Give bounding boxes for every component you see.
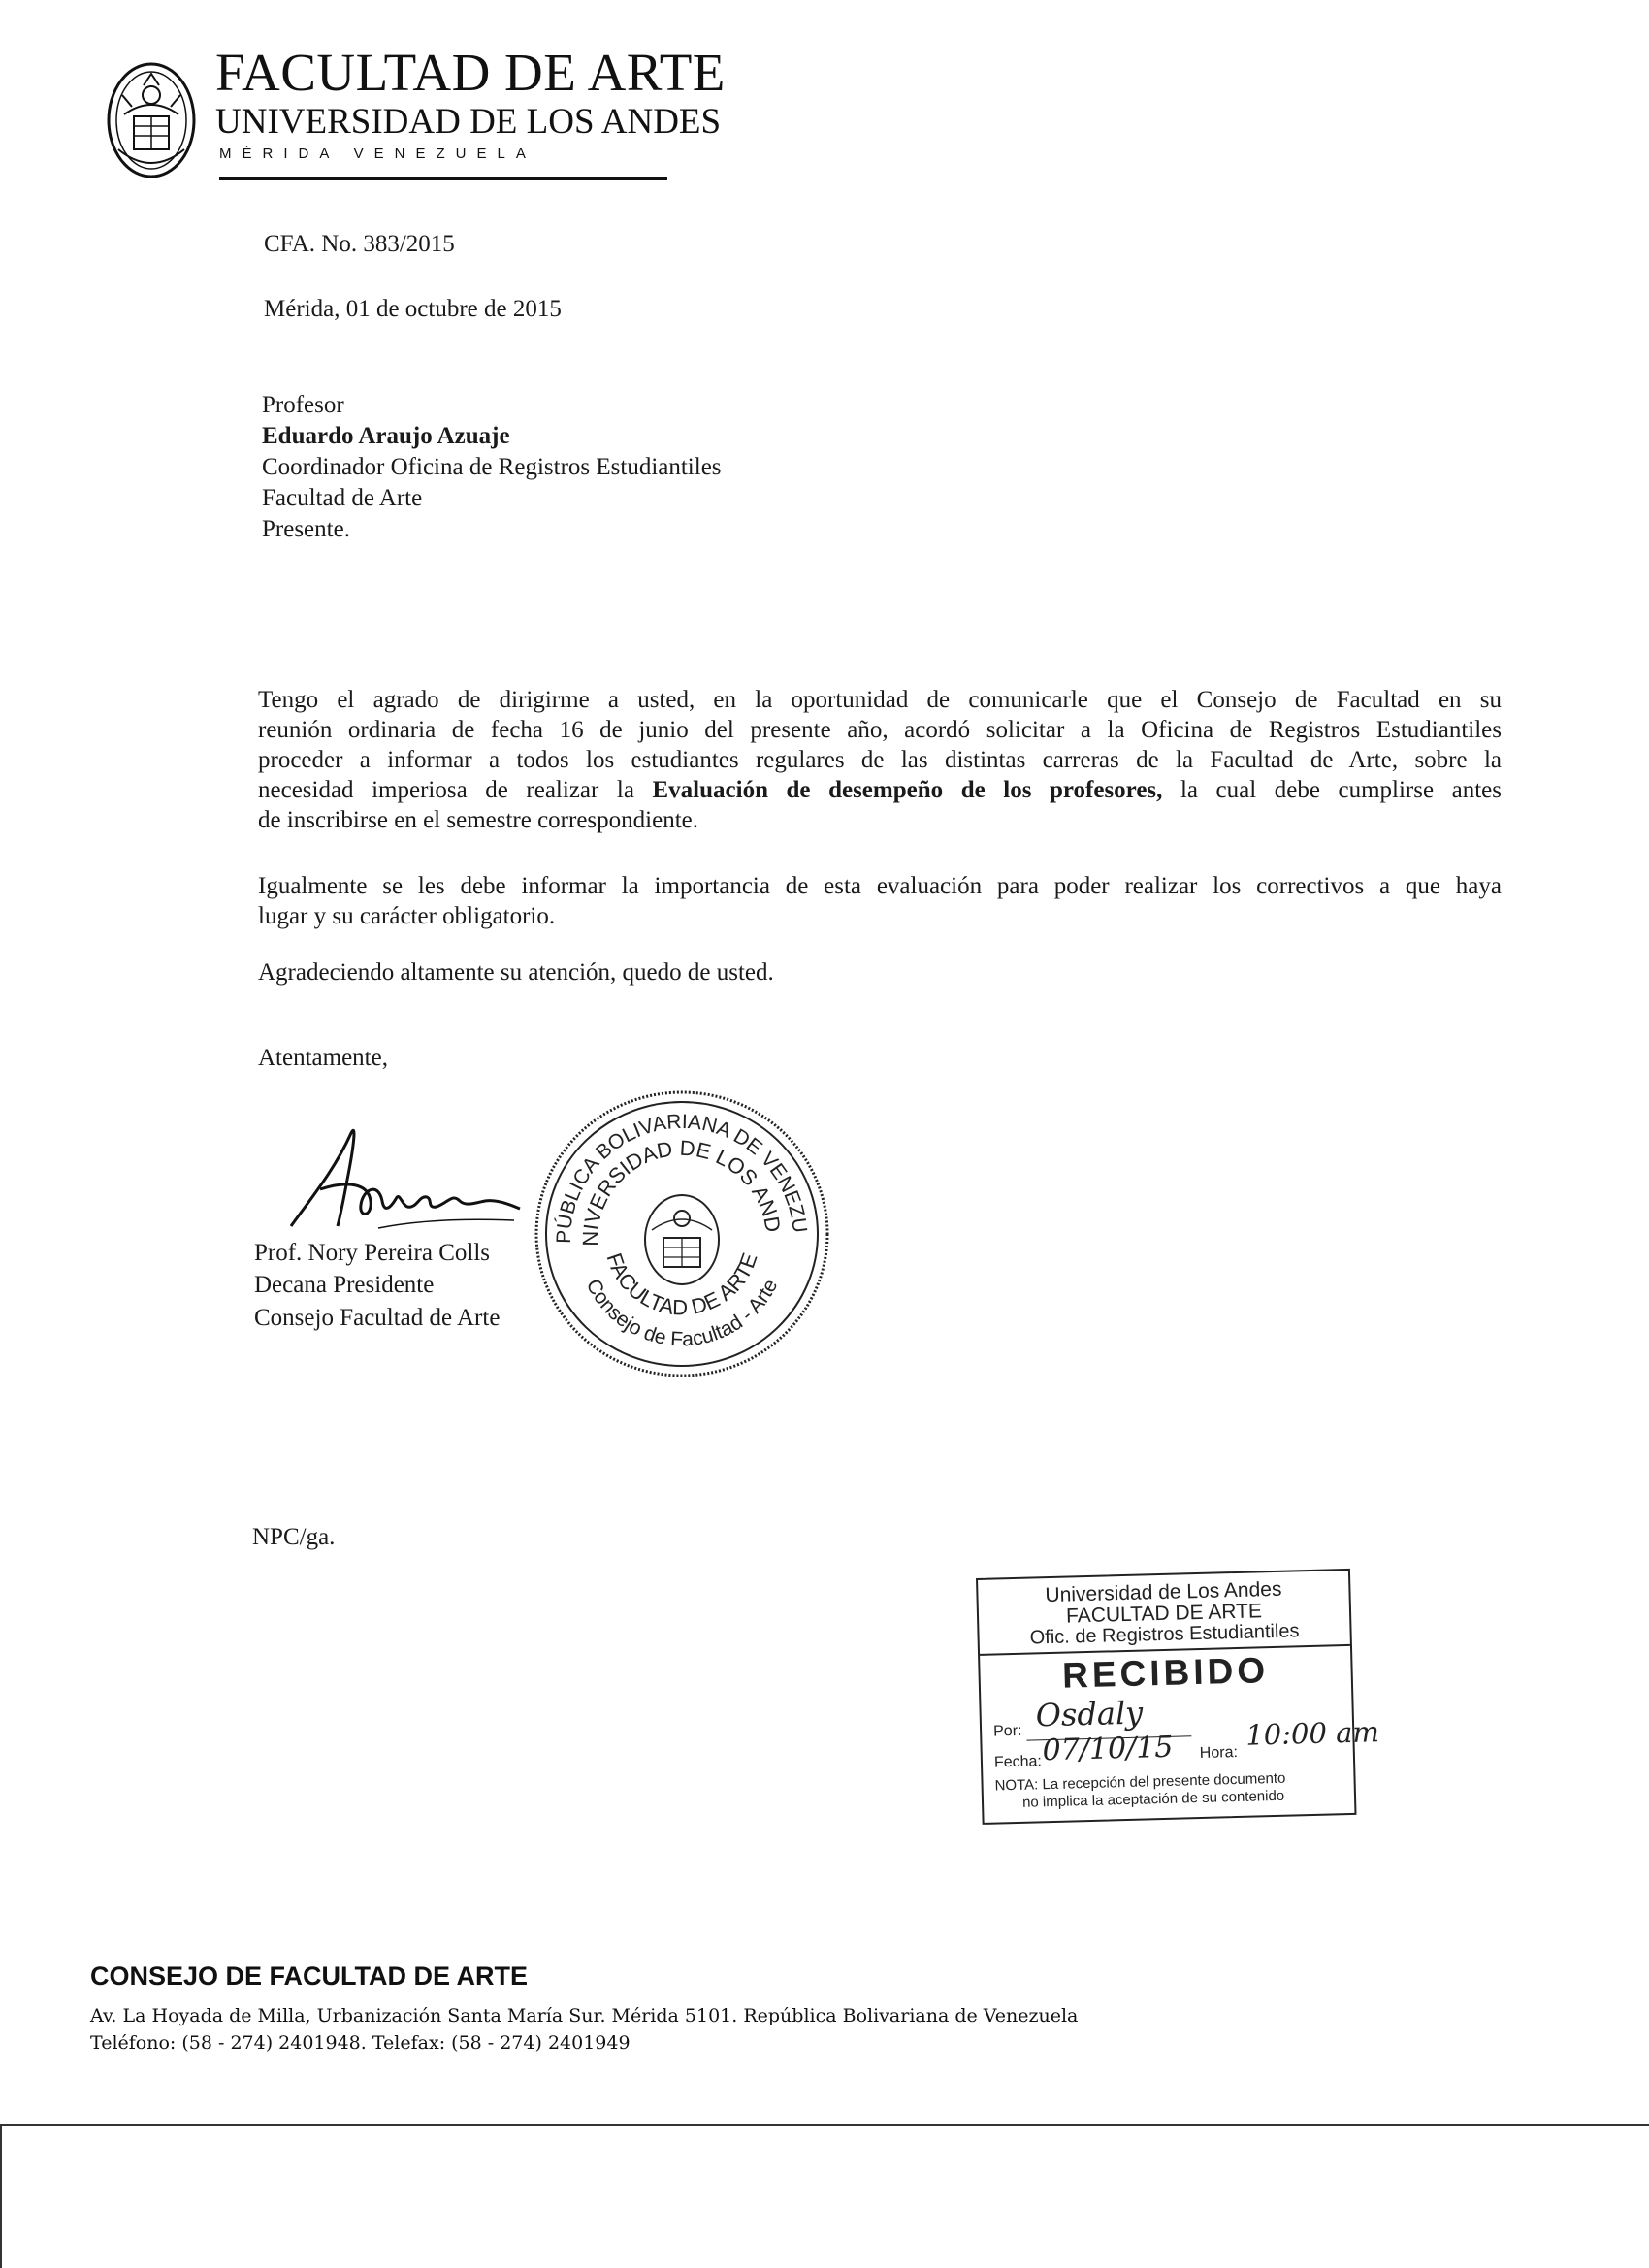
stamp-fecha-value: 07/10/15 [1042,1730,1174,1768]
paragraph-line: reunión ordinaria de fecha 16 de junio del presente año, acordó solicitar a la Oficina de Registros Estudiantiles [258,717,1502,743]
letterhead-divider [219,177,667,180]
body-paragraph-2 [258,871,1502,931]
seal-bottom-outer-text: Consejo de Facultad - Arte [581,1275,783,1351]
footer-address: Av. La Hoyada de Milla, Urbanización Santa María Sur. Mérida 5101. República Bolivariana de Venezuela [90,2005,1079,2026]
signatory-name: Prof. Nory Pereira Colls [254,1240,491,1266]
stamp-note-line-2: no implica la aceptación de su contenido [1021,1787,1285,1811]
stamp-note-line-1: NOTA: La recepción del presente documento [994,1769,1286,1795]
stamp-por-value: Osdaly [1035,1694,1144,1734]
signatory-position: Decana Presidente [254,1272,435,1298]
recipient-closing: Presente. [262,516,350,542]
letterhead-city: MÉRIDA VENEZUELA [219,146,536,162]
official-seal [532,1085,832,1381]
stamp-por-label: Por: [992,1722,1022,1740]
reference-initials: NPC/ga. [252,1524,336,1550]
text-segment: necesidad imperiosa de realizar la [258,777,653,803]
paragraph-line: Igualmente se les debe informar la importancia de esta evaluación para poder realizar los correctivos a que haya [258,873,1502,899]
stamp-hora-label: Hora: [1199,1743,1239,1763]
stamp-hora-value: 10:00 am [1245,1715,1380,1752]
salutation: Atentamente, [258,1045,388,1071]
letterhead-title: FACULTAD DE ARTE [215,43,726,102]
recipient-name: Eduardo Araujo Azuaje [262,423,510,449]
stamp-fecha-label: Fecha: [993,1753,1043,1771]
seal-bottom-inner-text: FACULTAD DE ARTE [601,1249,762,1320]
paragraph-line: lugar y su carácter obligatorio. [258,903,556,929]
signatory-body: Consejo Facultad de Arte [254,1305,501,1331]
received-stamp [976,1569,1380,1825]
university-crest-logo [105,56,198,180]
recipient-position: Coordinador Oficina de Registros Estudiantiles [262,454,722,480]
text-segment: la cual debe cumplirse antes [1162,777,1503,803]
stamp-line-faculty: FACULTAD DE ARTE [1065,1600,1263,1628]
seal-crest-icon [645,1195,719,1284]
handwritten-signature [281,1112,524,1238]
scan-page-edge [0,2124,1649,2126]
scan-page-edge-left [0,2124,2,2268]
reference-number: CFA. No. 383/2015 [264,231,455,257]
footer-heading: CONSEJO DE FACULTAD DE ARTE [90,1961,529,1991]
stamp-line-office: Ofic. de Registros Estudiantiles [1029,1620,1300,1649]
stamp-line-university: Universidad de Los Andes [1045,1577,1282,1607]
paragraph-line: proceder a informar a todos los estudiantes regulares de las distintas carreras de la Facultad de Arte, sobre la [258,747,1502,773]
seal-inner-text: NIVERSIDAD DE LOS AND [577,1135,786,1247]
recipient-title: Profesor [262,392,344,418]
letterhead-subtitle: UNIVERSIDAD DE LOS ANDES [215,102,722,142]
body-paragraph-1 [258,685,1502,835]
emphasized-text: Evaluación de desempeño de los profesores, [652,777,1163,803]
paragraph-line [258,775,1502,805]
footer-phones: Teléfono: (58 - 274) 2401948. Telefax: (58 - 274) 2401949 [90,2032,630,2054]
body-paragraph-3: Agradeciendo altamente su atención, quedo de usted. [258,959,774,986]
paragraph-line: de inscribirse en el semestre correspondiente. [258,807,698,833]
date-line: Mérida, 01 de octubre de 2015 [264,296,562,322]
stamp-status: RECIBIDO [1061,1650,1270,1696]
recipient-unit: Facultad de Arte [262,485,423,511]
seal-outer-text: PÚBLICA BOLIVARIANA DE VENEZU [552,1110,811,1245]
paragraph-line: Tengo el agrado de dirigirme a usted, en la oportunidad de comunicarle que el Consejo de Facultad en su [258,687,1502,713]
